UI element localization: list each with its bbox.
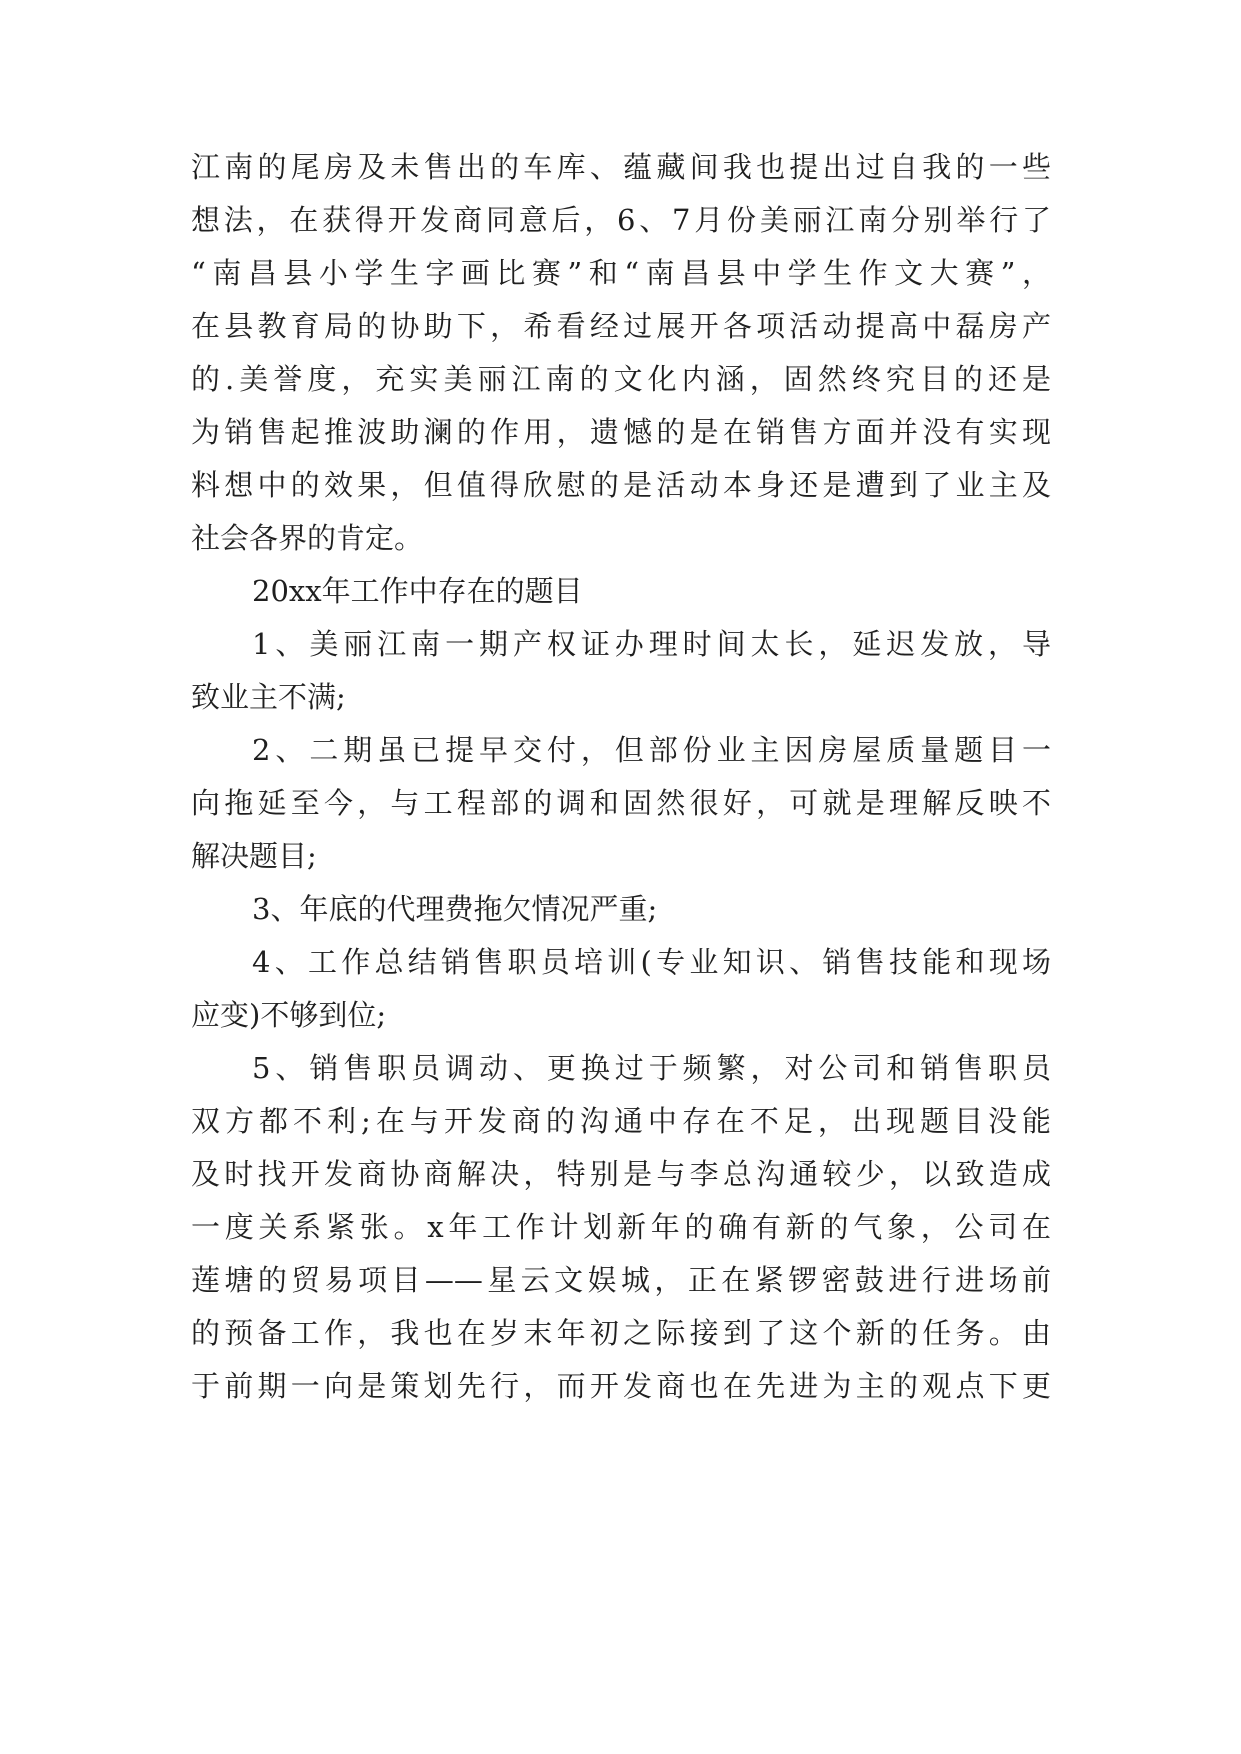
list-item-2-line-2: 向拖延至今，与工程部的调和固然很好，可就是理解反映不	[191, 786, 1051, 820]
list-item-4-line-2: 应变)不够到位;	[191, 998, 387, 1032]
text-line-7: 料想中的效果，但值得欣慰的是活动本身还是遭到了业主及	[191, 468, 1051, 502]
text-line-4: 在县教育局的协助下，希看经过展开各项活动提高中磊房产	[191, 309, 1051, 343]
text-line-6: 为销售起推波助澜的作用，遗憾的是在销售方面并没有实现	[191, 415, 1051, 449]
list-item-4-line-1: 4、工作总结销售职员培训(专业知识、销售技能和现场	[252, 945, 1051, 979]
list-item-5-line-3: 及时找开发商协商解决，特别是与李总沟通较少，以致造成	[191, 1157, 1051, 1191]
text-line-3: “南昌县小学生字画比赛”和“南昌县中学生作文大赛”，	[191, 256, 1051, 290]
section-heading: 20xx年工作中存在的题目	[252, 574, 583, 608]
text-line-2: 想法，在获得开发商同意后，6、7月份美丽江南分别举行了	[191, 203, 1051, 237]
list-item-3-line-1: 3、年底的代理费拖欠情况严重;	[252, 892, 658, 926]
list-item-1-line-2: 致业主不满;	[191, 680, 346, 714]
list-item-2-line-1: 2、二期虽已提早交付，但部份业主因房屋质量题目一	[252, 733, 1051, 767]
list-item-5-line-1: 5、销售职员调动、更换过于频繁，对公司和销售职员	[252, 1051, 1051, 1085]
list-item-5-line-6: 的预备工作，我也在岁末年初之际接到了这个新的任务。由	[191, 1316, 1051, 1350]
list-item-1-line-1: 1、美丽江南一期产权证办理时间太长，延迟发放，导	[252, 627, 1051, 661]
list-item-5-line-5: 莲塘的贸易项目——星云文娱城，正在紧锣密鼓进行进场前	[191, 1263, 1051, 1297]
text-line-8: 社会各界的肯定。	[191, 521, 424, 555]
list-item-5-line-2: 双方都不利;在与开发商的沟通中存在不足，出现题目没能	[191, 1104, 1051, 1138]
text-line-5: 的.美誉度，充实美丽江南的文化内涵，固然终究目的还是	[191, 362, 1051, 396]
list-item-2-line-3: 解决题目;	[191, 839, 317, 873]
list-item-5-line-7: 于前期一向是策划先行，而开发商也在先进为主的观点下更	[191, 1369, 1051, 1403]
list-item-5-line-4: 一度关系紧张。x年工作计划新年的确有新的气象，公司在	[191, 1210, 1051, 1244]
text-line-1: 江南的尾房及未售出的车库、蕴藏间我也提出过自我的一些	[191, 150, 1051, 184]
